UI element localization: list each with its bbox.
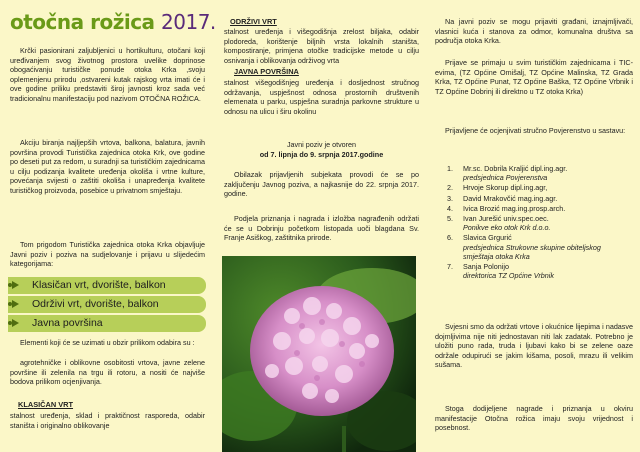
report-paragraph: Obilazak prijavljenih subjekata provodi će se po zaključenju Javnog poziva, a najkasnije do 22. srpnja 2017. godine. <box>224 170 419 199</box>
hydrangea-image <box>222 256 416 452</box>
criteria-intro: Elementi koji će se uzimati u obzir prilikom odabira su : <box>20 338 195 347</box>
bullet-icon <box>12 319 19 327</box>
jury-member: 5. Ivan Jurešić univ.spec.oec. Ponikve eko otok Krk d.o.o. <box>447 214 551 233</box>
open-line: Javni poziv je otvoren <box>286 140 357 149</box>
public-text: stalnost višegodišnjeg uređenja i dosljednost stručnog održavanja, uspješnost odnosa prostornih društvenih elemenata u parku, uspješna suradnja parkovne strukture u odnosu na ulicu i širu okolinu <box>224 78 419 116</box>
jury-member: 4. Ivica Brozić mag.ing.prosp.arch. <box>447 203 566 213</box>
organizer-paragraph: Akciju biranja najljepših vrtova, balkona, balatura, javnih površina provodi Turistička zajednica otoka Krk, ove godine po deseti put za redom, u suradnji sa turističkim zajednicama u cilju podizanja kvalitete uređenja okoliša i vrtne kulture, povećanja svijesti o zaštiti okoliša i unapređenja kvalitete turističkog proizvoda, posebice u privatnom smještaju. <box>10 138 205 195</box>
page-title <box>10 10 216 34</box>
jury-list <box>447 164 632 281</box>
apply-paragraph: Na javni poziv se mogu prijaviti građani, iznajmljivači, vlasnici kuća i stanova za odmor, komunalna društva sa područja otoka Krka. <box>435 17 633 46</box>
receive-paragraph: Prijave se primaju u svim turističkim zajednicama i TIC-evima, (TZ Općine Omišalj, TZ Općine Malinska, TZ Grada Krka, TZ Općine Punat, TZ Općine Baška, TZ Općine Vrbnik i TZ Općine Dobrinj ili direktno u TZ otoka Krka) <box>435 58 633 96</box>
bullet-icon <box>12 281 19 289</box>
middle-column <box>212 0 425 452</box>
left-column <box>0 0 216 452</box>
classic-heading: KLASIČAN VRT <box>18 400 74 409</box>
jury-member: 3. David Mrakovčić mag.ing.agr. <box>447 193 558 203</box>
category-label: Javna površina <box>32 317 103 329</box>
classic-text: stalnost uređenja, sklad i praktičnost rasporeda, odabir staništa i originalno oblikovanje <box>10 411 205 430</box>
awards-paragraph: Podjela priznanja i nagrada i izložba nagrađenih održati će se u Dobrinju početkom listopada uoči blagdana Sv. Franje Asiškog, zaštitnika prirode. <box>224 214 419 243</box>
category-label: Klasičan vrt, dvorište, balkon <box>32 279 166 291</box>
sustainable-text: stalnost uređenja i višegodišnja zrelost biljaka, odabir plodoreda, korištenje biljnih vrsta lokalnih staništa, kompostiranje, primjena otočke tradicijske metode u cilju osnivanja i oblikovanja održivog vrta <box>224 27 419 65</box>
intro-paragraph: Krčki pasionirani zaljubljenici u hortikulturu, otočani koji uređivanjem svog životnog prostora uvelike doprinose obogaćivanju turističke ponude otoka Krka ,svoju oplemenjenu prirodu ,ostvareni kutak rajskog vrta imati će i ove godine priliku predstaviti široj javnosti kroz sada već tradicionalnu manifestaciju pod nazivom OTOČNA ROŽICA. <box>10 46 205 103</box>
title-year: 2017. <box>161 10 216 34</box>
criteria-paragraph: agrotehničke i oblikovne osobitosti vrtova, javne zelene površine ili zelenila na trgu ili rotoru, a nositi će najviše bodova prilikom ocjenjivanja. <box>10 358 205 387</box>
jury-member: 6. Slavica Grgurić predsjednica Strukovne skupine obiteljskog smještaja otoka Krka <box>447 233 601 261</box>
bullet-icon <box>12 300 19 308</box>
category-public <box>8 315 206 332</box>
categories-intro: Tom prigodom Turistička zajednica otoka Krka objavljuje Javni poziv i poziva na sudjelovanje i prijavu u slijedećim kategorijama: <box>10 240 205 269</box>
open-dates: od 7. lipnja do 9. srpnja 2017.godine <box>259 150 384 159</box>
hydrangea-photo <box>222 256 416 452</box>
sustainable-heading: ODRŽIVI VRT <box>230 17 277 26</box>
right-column <box>425 0 640 452</box>
jury-member: 7. Sanja Polonijo direktorica TZ Općine Vrbnik <box>447 262 554 281</box>
jury-intro: Prijavljene će ocjenjivati stručno Povjerenstvo u sastavu: <box>445 126 626 135</box>
category-classic <box>8 277 206 294</box>
public-heading: JAVNA POVRŠINA <box>234 67 299 76</box>
awareness-paragraph: Svjesni smo da održati vrtove i okućnice lijepima i nadasve dojmljivima nije niti jednostavan niti lak zadatak. Potrebno je uložiti puno rada, truda i ljubavi kako bi se zelene oaze održale odupirući se jakim kišama, posoli, mrazu ili velikim sušama. <box>435 322 633 370</box>
category-sustainable <box>8 296 206 313</box>
title-main: otočna rožica <box>10 10 155 34</box>
closing-paragraph: Stoga dodijeljene nagrade i priznanja u okviru manifestacije Otočna rožica imaju svoju vrijednost i posebnost. <box>435 404 633 433</box>
jury-member: 2. Hrvoje Skorup dipl.ing.agr, <box>447 183 548 193</box>
jury-member: 1. Mr.sc. Dobrila Kraljić dipl.ing.agr. predsjednica Povjerenstva <box>447 164 568 183</box>
category-label: Održivi vrt, dvorište, balkon <box>32 298 159 310</box>
